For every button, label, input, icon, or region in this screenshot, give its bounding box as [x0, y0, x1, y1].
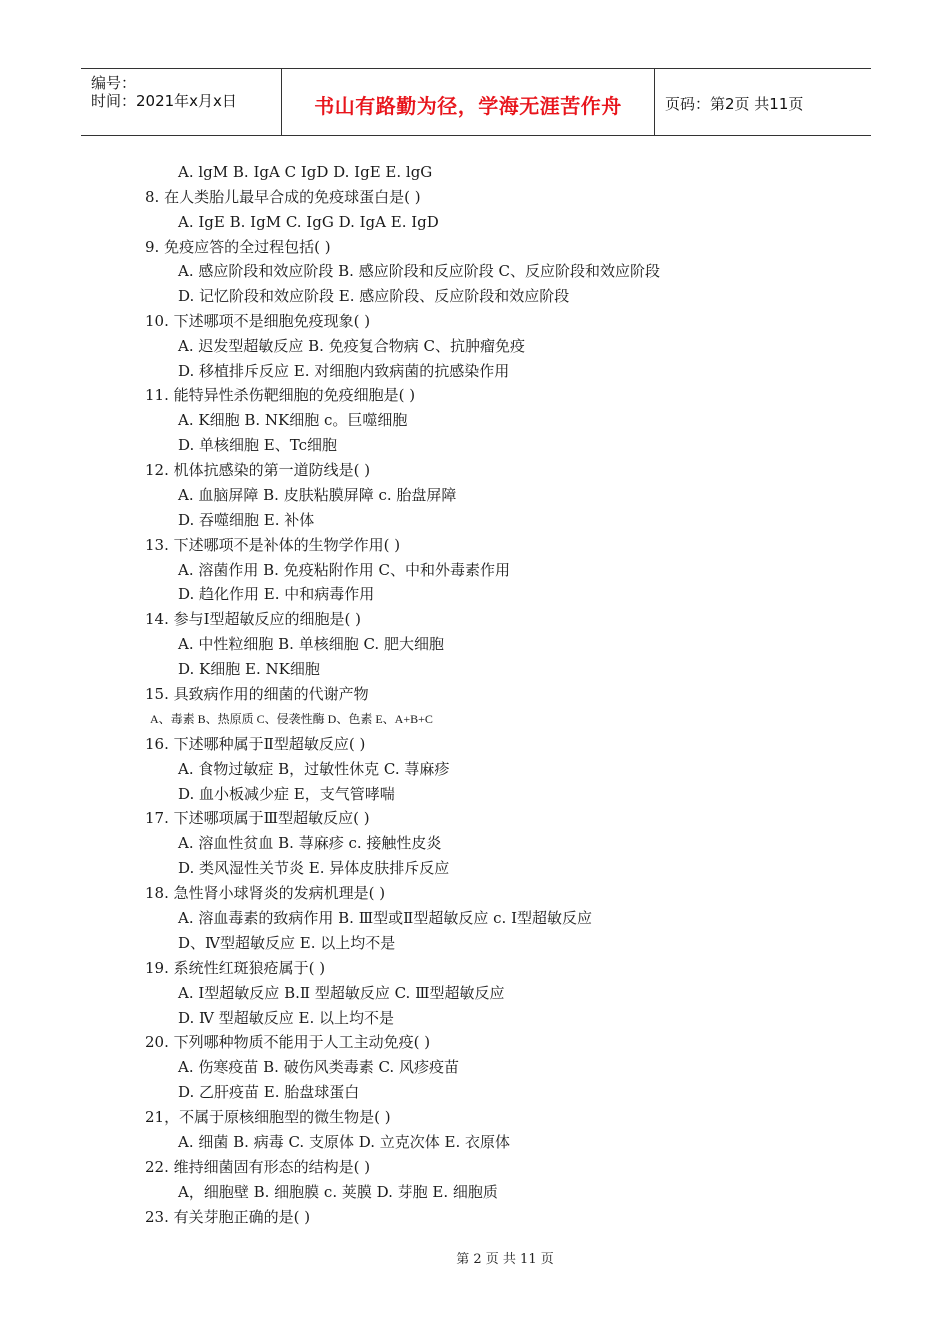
option-line: A. lgM B. IgA C IgD D. IgE E. lgG: [178, 163, 433, 181]
document-time-label: 时间：2021年x月x日: [91, 92, 237, 110]
question-line: 11. 能特异性杀伤靶细胞的免疫细胞是( ): [145, 386, 416, 404]
question-line: 20. 下列哪种物质不能用于人工主动免疫( ): [145, 1033, 431, 1051]
option-line: D. 趋化作用 E. 中和病毒作用: [178, 585, 375, 603]
question-line: 21，不属于原核细胞型的微生物是( ): [145, 1108, 391, 1126]
option-line: A. K细胞 B. NK细胞 c。巨噬细胞: [178, 411, 408, 429]
question-line: 8. 在人类胎儿最早合成的免疫球蛋白是( ): [145, 188, 421, 206]
header-meta-cell: [81, 69, 282, 135]
option-line: A. 溶血性贫血 B. 荨麻疹 c. 接触性皮炎: [178, 834, 442, 852]
option-line: D. 吞噬细胞 E. 补体: [178, 511, 315, 529]
option-line: A. 血脑屏障 B. 皮肤粘膜屏障 c. 胎盘屏障: [178, 486, 457, 504]
option-line: A. 溶菌作用 B. 免疫粘附作用 C、中和外毒素作用: [178, 561, 510, 579]
option-line: D. 乙肝疫苗 E. 胎盘球蛋白: [178, 1083, 360, 1101]
option-line: A. Ⅰ型超敏反应 B.Ⅱ 型超敏反应 C. Ⅲ型超敏反应: [178, 984, 505, 1002]
question-line: 23. 有关芽胞正确的是( ): [145, 1208, 311, 1226]
question-line: 18. 急性肾小球肾炎的发病机理是( ): [145, 884, 386, 902]
option-line: A. 食物过敏症 B，过敏性休克 C. 荨麻疹: [178, 760, 450, 778]
option-line: A. 溶血毒素的致病作用 B. Ⅲ型或Ⅱ型超敏反应 c. Ⅰ型超敏反应: [178, 909, 592, 927]
option-line: D. Ⅳ 型超敏反应 E. 以上均不是: [178, 1009, 395, 1027]
option-line: D. 记忆阶段和效应阶段 E. 感应阶段、反应阶段和效应阶段: [178, 287, 570, 305]
question-line: 15. 具致病作用的细菌的代谢产物: [145, 685, 369, 703]
option-line: D. 单核细胞 E、Tc细胞: [178, 436, 337, 454]
question-line: 16. 下述哪种属于Ⅱ型超敏反应( ): [145, 735, 366, 753]
header-motto-cell: [282, 69, 655, 135]
option-line: A. 迟发型超敏反应 B. 免疫复合物病 C、抗肿瘤免疫: [178, 337, 525, 355]
option-line: A. 感应阶段和效应阶段 B. 感应阶段和反应阶段 C、反应阶段和效应阶段: [178, 262, 660, 280]
page-footer: 第 2 页 共 11 页: [456, 1252, 554, 1267]
document-header: [81, 68, 871, 136]
option-line: A、毒素 B、热原质 C、侵袭性酶 D、色素 E、A+B+C: [150, 712, 433, 726]
question-line: 14. 参与Ⅰ型超敏反应的细胞是( ): [145, 610, 362, 628]
option-line: A. 伤寒疫苗 B. 破伤风类毒素 C. 风疹疫苗: [178, 1058, 459, 1076]
option-line: D. 血小板减少症 E，支气管哮喘: [178, 785, 395, 803]
header-page-cell: [655, 69, 871, 135]
option-line: A. 细菌 B. 病毒 C. 支原体 D. 立克次体 E. 衣原体: [178, 1133, 510, 1151]
option-line: D. K细胞 E. NK细胞: [178, 660, 320, 678]
header-page-info: 页码：第2页 共11页: [665, 95, 804, 113]
option-line: D. 移植排斥反应 E. 对细胞内致病菌的抗感染作用: [178, 362, 510, 380]
question-line: 10. 下述哪项不是细胞免疫现象( ): [145, 312, 371, 330]
option-line: A，细胞壁 B. 细胞膜 c. 荚膜 D. 芽胞 E. 细胞质: [178, 1183, 498, 1201]
question-line: 12. 机体抗感染的第一道防线是( ): [145, 461, 371, 479]
header-motto: 书山有路勤为径，学海无涯苦作舟: [314, 94, 622, 118]
option-line: D. 类风湿性关节炎 E. 异体皮肤排斥反应: [178, 859, 450, 877]
question-line: 17. 下述哪项属于Ⅲ型超敏反应( ): [145, 809, 370, 827]
option-line: A. IgE B. IgM C. IgG D. IgA E. IgD: [178, 213, 439, 231]
question-line: 19. 系统性红斑狼疮属于( ): [145, 959, 326, 977]
option-line: A. 中性粒细胞 B. 单核细胞 C. 肥大细胞: [178, 635, 444, 653]
option-line: D、Ⅳ型超敏反应 E. 以上均不是: [178, 934, 396, 952]
question-line: 22. 维持细菌固有形态的结构是( ): [145, 1158, 371, 1176]
question-line: 13. 下述哪项不是补体的生物学作用( ): [145, 536, 401, 554]
question-line: 9. 免疫应答的全过程包括( ): [145, 238, 331, 256]
document-number-label: 编号：: [91, 74, 137, 92]
